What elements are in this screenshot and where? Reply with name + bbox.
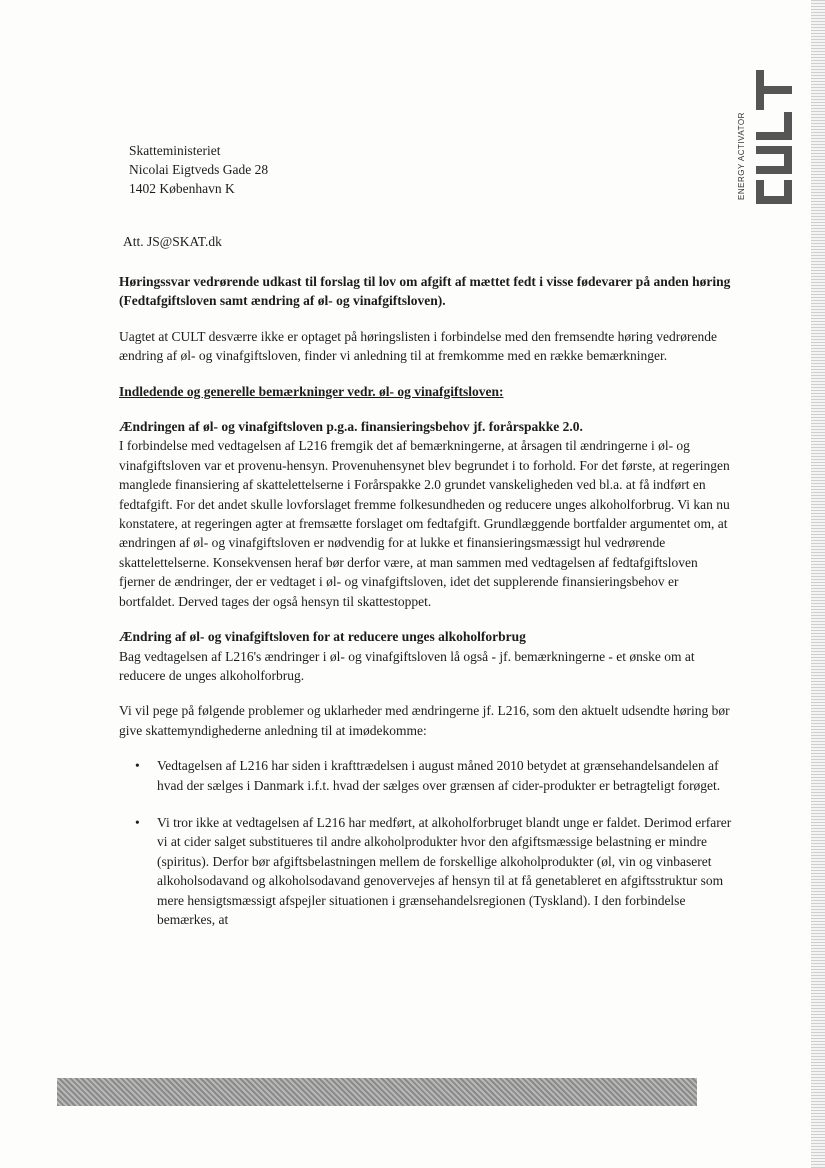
intro-paragraph: Uagtet at CULT desværre ikke er optaget på høringslisten i forbindelse med den fremsendte høring vedrørende ændring af øl- og vinafgiftsloven, finder vi anledning til at fremkomme med en række bemærkninger. [119,328,717,364]
paragraph: I forbindelse med vedtagelsen af L216 fremgik det af bemærkningerne, at årsagen til ændringerne i øl- og vinafgiftsloven var et provenu-hensyn. Provenuhensynet blev begrundet i to forhold. For det første, at regeringen manglede finansiering af skattelettelserne i Forårspakke 2.0 grundet vanskeligheden ved bl.a. at få indført en fedtafgift. For det andet skulle lovforslaget fremme folkesundheden og reducere unges alkoholforbrug. Vi kan nu konstatere, at regeringen agter at fremsætte forslaget om fedtafgift. Grundlæggende bortfalder argumentet om, at ændringen af øl- og vinafgiftsloven er nødvendig for at lukke et finansieringsmæssigt hul vedrørende skattelettelserne. Konsekvensen heraf bør derfor være, at man sammen med vedtagelsen af fedtafgiftsloven fjerner de ændringer, der er vedtaget i øl- og vinafgiftsloven, idet det supplerende finansieringsbehov er bortfaldet. Derved tages der også hensyn til skattestoppet. [119,438,730,609]
cult-logo [730,50,800,210]
bullet-item: • Vedtagelsen af L216 har siden i krafttrædelsen i august måned 2010 betydet at grænsehandelsandelen af hvad der sælges i Danmark i.f.t. hvad der sælges over grænsen af cider-produkter er betragteligt forøget. [157,756,734,795]
bullet-item: • Vi tror ikke at vedtagelsen af L216 har medført, at alkoholforbruget blandt unge er faldet. Derimod erfarer vi at cider salget substitueres til andre alkoholprodukter hvor den afgiftsmæssige belastning er mindre (spiritus). Derfor bør afgiftsbelastningen mellem de forskellige alkoholprodukter (øl, vin og vinbaseret alkoholsodavand og alkoholsodavand genovervejes af hensyn til at få genetableret en afgiftsstruktur som mere hensigtsmæssigt afspejler situationen i grænsehandelsregionen (Tyskland). I den forbindelse bemærkes, at [157,813,734,929]
paragraph: Vi vil pege på følgende problemer og uklarheder med ændringerne jf. L216, som den aktuelt udsendte høring bør give skattemyndighederne anledning til at imødekomme: [119,703,730,738]
logo-tagline: ENERGY ACTIVATOR [737,112,746,200]
subsection-heading: Ændringen af øl- og vinafgiftsloven p.g.a. finansieringsbehov jf. forårspakke 2.0. [119,419,583,435]
subject-line: Høringssvar vedrørende udkast til forslag til lov om afgift af mættet fedt i visse fødevarer på anden høring (Fedtafgiftsloven samt ændring af øl- og vinafgiftsloven). [119,274,731,309]
subsection-heading: Ændring af øl- og vinafgiftsloven for at reducere unges alkoholforbrug [119,629,526,645]
recipient-address [129,141,268,198]
address-line: Skatteministeriet [129,143,221,158]
letter-body [119,272,734,947]
address-line: 1402 København K [129,181,235,196]
address-line: Nicolai Eigtveds Gade 28 [129,162,269,177]
paragraph: Bag vedtagelsen af L216's ændringer i øl- og vinafgiftsloven lå også - jf. bemærkningerne - et ønske om at reducere de unges alkoholforbrug. [119,648,695,683]
section-heading: Indledende og generelle bemærkninger vedr. øl- og vinafgiftsloven: [119,383,504,399]
attention-line: Att. JS@SKAT.dk [123,234,222,249]
footer-bar [57,1078,697,1106]
scan-edge [811,0,825,1168]
bullet-list [119,756,734,929]
